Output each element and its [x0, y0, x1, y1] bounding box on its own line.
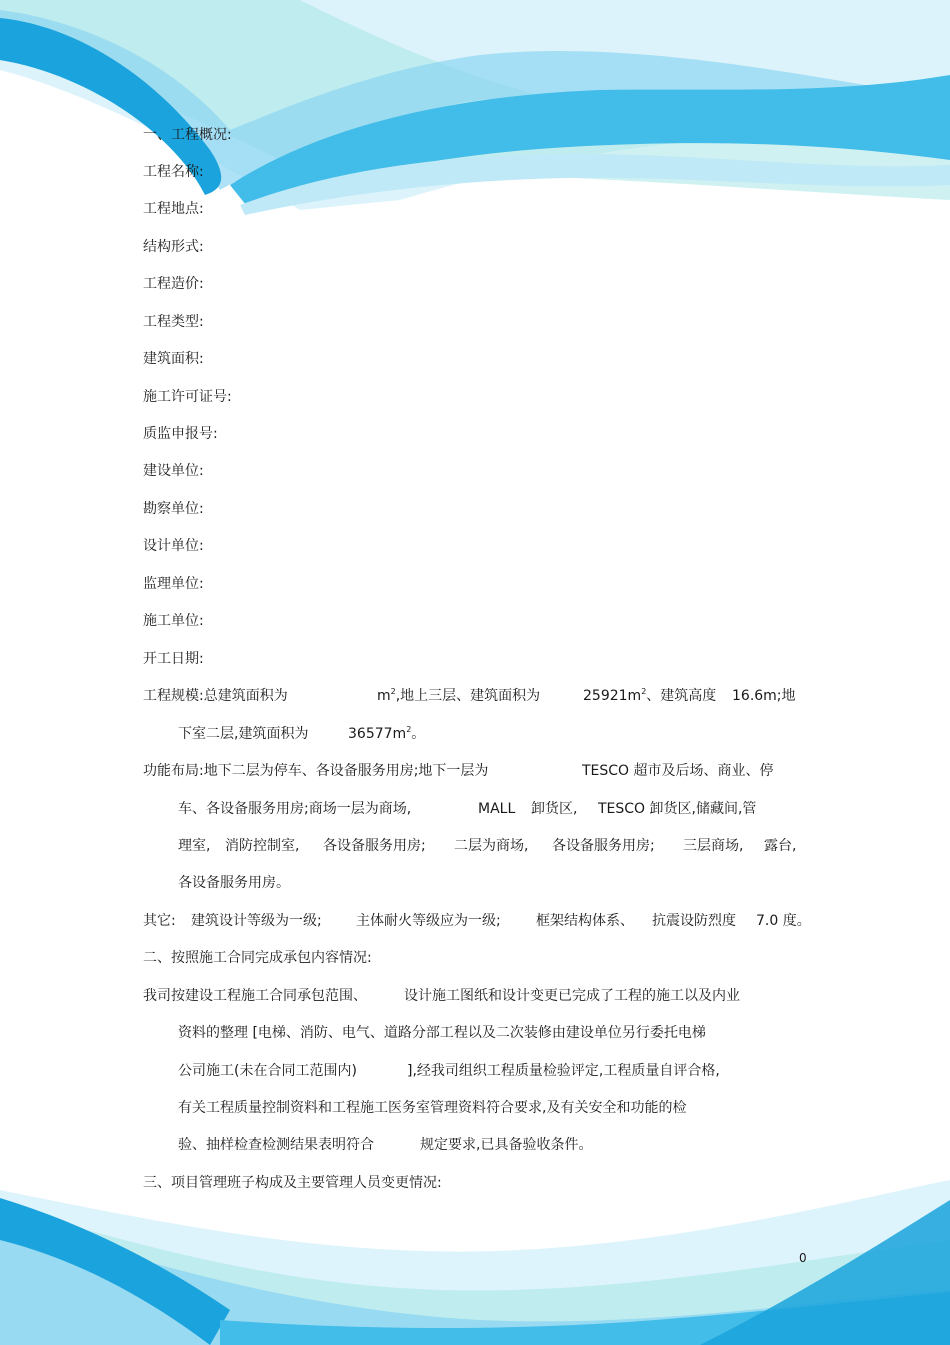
superscript-2: 2 — [406, 725, 412, 734]
field-project-location: 工程地点: — [143, 201, 204, 217]
other-seismic-value: 7.0 度。 — [756, 913, 811, 929]
layout-line-4: 各设备服务用房。 — [178, 875, 290, 891]
field-quality-report-no: 质监申报号: — [143, 426, 218, 442]
field-project-cost: 工程造价: — [143, 276, 204, 292]
other-fire-grade: 主体耐火等级应为一级; — [356, 913, 501, 929]
other-label: 其它: — [143, 913, 176, 929]
layout-line-2a: 车、各设备服务用房;商场一层为商场, — [178, 801, 412, 817]
section2-line-3a: 公司施工(未在合同工范围内) — [178, 1063, 357, 1079]
layout-line-3d: 二层为商场, — [454, 838, 529, 854]
layout-line-3b: 消防控制室, — [225, 838, 300, 854]
field-client: 建设单位: — [143, 463, 204, 479]
superscript-2: 2 — [641, 687, 647, 696]
section2-line-4: 有关工程质量控制资料和工程施工医务室管理资料符合要求,及有关安全和功能的检 — [178, 1100, 687, 1116]
scale-line-1a: 工程规模:总建筑面积为 — [143, 688, 288, 704]
scale-line-1b: $m^2$,地上三层、建筑面积为 — [377, 687, 541, 704]
section2-line-1b: 设计施工图纸和设计变更已完成了工程的施工以及内业 — [404, 988, 740, 1004]
section3-heading: 三、项目管理班子构成及主要管理人员变更情况: — [143, 1175, 442, 1191]
layout-line-3f: 三层商场, — [683, 838, 744, 854]
layout-line-2b: MALL — [478, 801, 516, 817]
field-design-unit: 设计单位: — [143, 538, 204, 554]
field-building-area: 建筑面积: — [143, 351, 204, 367]
field-survey-unit: 勘察单位: — [143, 501, 204, 517]
field-structure-type: 结构形式: — [143, 239, 204, 255]
section2-line-5a: 验、抽样检查检测结果表明符合 — [178, 1137, 374, 1153]
scale-line-2a: 下室二层,建筑面积为 — [178, 726, 309, 742]
layout-line-3a: 理室, — [178, 838, 211, 854]
scale-line-1f: 16.6m;地 — [732, 688, 796, 704]
section2-line-1a: 我司按建设工程施工合同承包范围、 — [143, 988, 367, 1004]
layout-line-1b: TESCO 超市及后场、商业、停 — [582, 763, 774, 779]
section2-line-5b: 规定要求,已具备验收条件。 — [420, 1137, 593, 1153]
other-seismic-label: 抗震设防烈度 — [652, 913, 736, 929]
section2-line-3b: ],经我司组织工程质量检验评定,工程质量自评合格, — [407, 1063, 720, 1079]
scale-line-2b: $36577m^2$。 — [348, 725, 426, 742]
section1-heading: 一、工程概况: — [143, 127, 232, 143]
field-start-date: 开工日期: — [143, 651, 204, 667]
layout-line-3e: 各设备服务用房; — [552, 838, 655, 854]
layout-line-2c: 卸货区, — [531, 801, 578, 817]
section2-heading: 二、按照施工合同完成承包内容情况: — [143, 950, 372, 966]
field-project-name: 工程名称: — [143, 164, 204, 180]
field-construction-unit: 施工单位: — [143, 613, 204, 629]
section2-line-2: 资料的整理 [电梯、消防、电气、道路分部工程以及二次装修由建设单位另行委托电梯 — [178, 1025, 706, 1041]
other-design-grade: 建筑设计等级为一级; — [191, 913, 322, 929]
field-permit-no: 施工许可证号: — [143, 389, 232, 405]
layout-line-3g: 露台, — [764, 838, 797, 854]
layout-line-1a: 功能布局:地下二层为停车、各设备服务用房;地下一层为 — [143, 763, 489, 779]
superscript-2: 2 — [390, 687, 396, 696]
scale-line-1d: $25921m^2$、建筑高度 — [583, 687, 717, 704]
other-frame-structure: 框架结构体系、 — [536, 913, 634, 929]
field-project-category: 工程类型: — [143, 314, 204, 330]
layout-line-3c: 各设备服务用房; — [323, 838, 426, 854]
field-supervision-unit: 监理单位: — [143, 576, 204, 592]
layout-line-2d: TESCO 卸货区,储藏间,管 — [598, 801, 757, 817]
page-number: 0 — [799, 1251, 807, 1265]
